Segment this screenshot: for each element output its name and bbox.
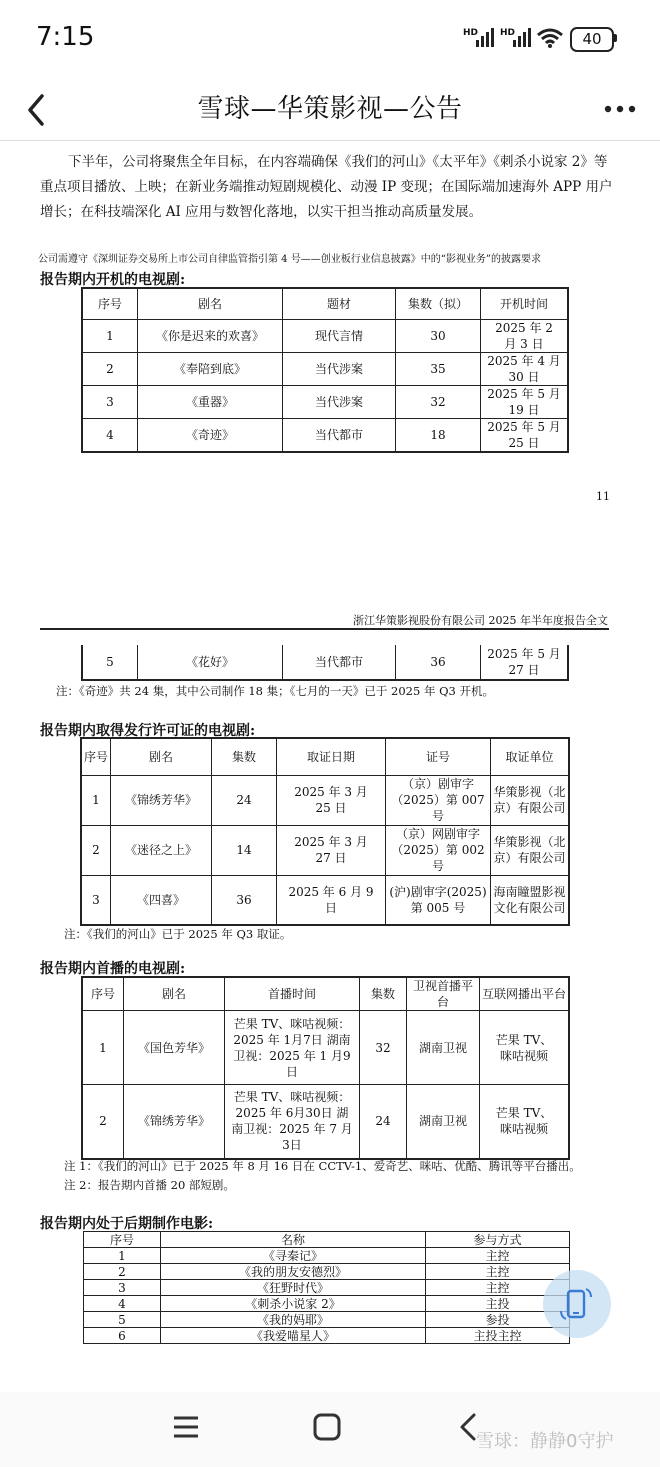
header-cell: 集数 [212, 738, 277, 775]
table-row [84, 1280, 570, 1296]
table-cell: 32 [396, 385, 481, 418]
header-cell: 名称 [161, 1232, 426, 1248]
header-cell: 参与方式 [426, 1232, 570, 1248]
table-cell: 《我的妈耶》 [161, 1312, 426, 1328]
table-cell: 《锦绣芳华》 [111, 775, 212, 825]
table-cell: 《重器》 [138, 385, 283, 418]
table-cell: 5 [82, 645, 138, 680]
section-tv-started-title: 报告期内开机的电视剧: [40, 272, 186, 288]
section-premiere-title: 报告期内首播的电视剧: [40, 961, 186, 977]
table-cell: 主控 [426, 1264, 570, 1280]
disclosure-requirement: 公司需遵守《深圳证券交易所上市公司自律监管指引第 4 号——创业板行业信息披露》中的“影视业务”的披露要求 [38, 254, 541, 265]
table-row [82, 1085, 569, 1159]
table-cell: 当代涉案 [283, 385, 396, 418]
table-cell: 35 [396, 352, 481, 385]
title-divider [0, 140, 660, 141]
table-cell: 参投 [426, 1312, 570, 1328]
tv-started-table [81, 287, 569, 453]
table-row [84, 1248, 570, 1264]
header-cell: 取证单位 [491, 738, 570, 775]
table-cell: 14 [212, 825, 277, 875]
table-cell: 《刺杀小说家 2》 [161, 1296, 426, 1312]
page-header: 浙江华策影视股份有限公司 2025 年半年度报告全文 [353, 614, 608, 627]
table-cell: 2025 年 5 月 25 日 [481, 418, 569, 452]
table-cell: 华策影视（北京）有限公司 [491, 775, 570, 825]
table-cell: 湖南卫视 [407, 1085, 480, 1159]
header-cell: 题材 [283, 288, 396, 319]
table-cell: 3 [82, 385, 138, 418]
menu-icon[interactable] [172, 1414, 200, 1440]
table-cell: 5 [84, 1312, 161, 1328]
tv-started-table-continued [81, 645, 569, 681]
table-cell: 湖南卫视 [407, 1011, 480, 1085]
table-cell: 4 [82, 418, 138, 452]
table-cell: 《奉陪到底》 [138, 352, 283, 385]
table-cell: 2 [84, 1264, 161, 1280]
header-cell: 首播时间 [225, 977, 360, 1011]
header-cell: 互联网播出平台 [480, 977, 570, 1011]
rotate-screen-button[interactable] [543, 1270, 611, 1338]
table-row [84, 1328, 570, 1344]
table-cell: 2 [82, 1085, 124, 1159]
header-cell: 开机时间 [481, 288, 569, 319]
licensed-table [80, 737, 570, 926]
table-cell: 当代涉案 [283, 352, 396, 385]
table-cell: 《狂野时代》 [161, 1280, 426, 1296]
table-cell: 2025 年 2 月 3 日 [481, 319, 569, 352]
table-cell: 《国色芳华》 [124, 1011, 225, 1085]
table-header-row [81, 738, 569, 775]
table-row [84, 1264, 570, 1280]
section3-note1: 注 1：《我们的河山》已于 2025 年 8 月 16 日在 CCTV-1、爱奇艺、咪咕、优酷、腾讯等平台播出。 [64, 1159, 581, 1173]
table-row [82, 645, 568, 680]
header-cell: 序号 [82, 288, 138, 319]
section-postproduction-title: 报告期内处于后期制作电影: [40, 1216, 214, 1232]
table-cell: 《我的朋友安德烈》 [161, 1264, 426, 1280]
table-cell: 6 [84, 1328, 161, 1344]
more-options-icon[interactable] [600, 92, 640, 126]
table-cell: 芒果 TV、咪咕视频：2025 年 1月7日 湖南卫视：2025 年 1 月9日 [225, 1011, 360, 1085]
table-cell: 主控 [426, 1280, 570, 1296]
section3-note2: 注 2：报告期内首播 20 部短剧。 [64, 1178, 235, 1192]
table-cell: 华策影视（北京）有限公司 [491, 825, 570, 875]
section2-note: 注：《我们的河山》已于 2025 年 Q3 取证。 [64, 927, 292, 941]
table-cell: 2025 年 3 月 27 日 [277, 825, 386, 875]
table-cell: 24 [212, 775, 277, 825]
table-row [82, 352, 568, 385]
header-cell: 序号 [81, 738, 111, 775]
table-cell: 1 [81, 775, 111, 825]
table-cell: 《锦绣芳华》 [124, 1085, 225, 1159]
table-cell: (沪)剧审字(2025)第 005 号 [386, 875, 491, 925]
table-cell: 36 [396, 645, 481, 680]
table-header-row [82, 288, 568, 319]
table-row [81, 825, 569, 875]
page-header-rule [40, 628, 609, 630]
table-cell: （京）网剧审字（2025）第 002 号 [386, 825, 491, 875]
table-cell: 芒果 TV、咪咕视频：2025 年 6月30日 湖南卫视：2025 年 7 月3日 [225, 1085, 360, 1159]
table-cell: 《奇迹》 [138, 418, 283, 452]
table-row [82, 319, 568, 352]
table-cell: 芒果 TV、咪咕视频 [480, 1085, 570, 1159]
intro-paragraph: 下半年，公司将聚焦全年目标，在内容端确保《我们的河山》《太平年》《刺杀小说家 2》等重点项目播放、上映；在新业务端推动短剧规模化、动漫 IP 变现；在国际端加速海外 APP 用户增长；在科技端深化 AI 应用与数智化落地，以实干担当推动高质量发展。 [40, 154, 613, 220]
table-cell: 当代都市 [283, 418, 396, 452]
table-cell: 2025 年 3 月 25 日 [277, 775, 386, 825]
table-cell: 《寻秦记》 [161, 1248, 426, 1264]
table-cell: 18 [396, 418, 481, 452]
table-cell: 主投 [426, 1296, 570, 1312]
table-cell: 《四喜》 [111, 875, 212, 925]
table-cell: 30 [396, 319, 481, 352]
battery-tip [614, 34, 617, 42]
rotate-phone-icon [559, 1285, 595, 1323]
table-cell: 3 [81, 875, 111, 925]
postproduction-table [83, 1231, 570, 1344]
table-cell: （京）剧审字（2025）第 007 号 [386, 775, 491, 825]
wifi-icon [536, 27, 564, 49]
table-cell: 当代都市 [283, 645, 396, 680]
table-row [81, 875, 569, 925]
header-cell: 序号 [84, 1232, 161, 1248]
table-cell: 2025 年 5 月 27 日 [481, 645, 569, 680]
section-licensed-title: 报告期内取得发行许可证的电视剧: [40, 723, 256, 739]
table-cell: 2025 年 5 月 19 日 [481, 385, 569, 418]
header-cell: 集数 [360, 977, 407, 1011]
table-cell: 36 [212, 875, 277, 925]
header-cell: 卫视首播平台 [407, 977, 480, 1011]
table-header-row [82, 977, 569, 1011]
table-cell: 2025 年 4 月 30 日 [481, 352, 569, 385]
table-cell: 3 [84, 1280, 161, 1296]
table-row [84, 1312, 570, 1328]
header-cell: 序号 [82, 977, 124, 1011]
table-cell: 现代言情 [283, 319, 396, 352]
table-cell: 《我爱喵星人》 [161, 1328, 426, 1344]
status-bar: 7:15 HD HD 40 [0, 0, 660, 78]
table-cell: 海南瞳盟影视文化有限公司 [491, 875, 570, 925]
header-cell: 取证日期 [277, 738, 386, 775]
table-header-row [84, 1232, 570, 1248]
table-cell: 《花好》 [138, 645, 283, 680]
table-cell: 1 [82, 319, 138, 352]
table-cell: 《你是迟来的欢喜》 [138, 319, 283, 352]
table-cell: 主投主控 [426, 1328, 570, 1344]
page-number: 11 [596, 490, 610, 503]
battery-icon: 40 [570, 27, 614, 52]
table-cell: 主控 [426, 1248, 570, 1264]
table-cell: 24 [360, 1085, 407, 1159]
table-row [84, 1296, 570, 1312]
watermark: 雪球：静静0守护 [476, 1431, 614, 1452]
table-cell: 2 [81, 825, 111, 875]
table-cell: 4 [84, 1296, 161, 1312]
home-icon[interactable] [312, 1412, 342, 1442]
header-cell: 剧名 [138, 288, 283, 319]
table-row [82, 385, 568, 418]
header-cell: 集数（拟） [396, 288, 481, 319]
header-cell: 剧名 [111, 738, 212, 775]
table-cell: 2 [82, 352, 138, 385]
title-bar [0, 78, 660, 140]
table-row [82, 1011, 569, 1085]
table-row [81, 775, 569, 825]
table-cell: 1 [84, 1248, 161, 1264]
table-row [82, 418, 568, 452]
page-title: 雪球—华策影视—公告 [197, 94, 463, 124]
table-cell: 芒果 TV、咪咕视频 [480, 1011, 570, 1085]
header-cell: 剧名 [124, 977, 225, 1011]
table-cell: 《迷径之上》 [111, 825, 212, 875]
clock: 7:15 [36, 22, 95, 52]
header-cell: 证号 [386, 738, 491, 775]
table-cell: 32 [360, 1011, 407, 1085]
table-cell: 2025 年 6 月 9 日 [277, 875, 386, 925]
section1-note: 注：《奇迹》共 24 集，其中公司制作 18 集；《七月的一天》已于 2025 年 Q3 开机。 [56, 684, 495, 698]
premiere-table [81, 976, 570, 1160]
table-cell: 1 [82, 1011, 124, 1085]
